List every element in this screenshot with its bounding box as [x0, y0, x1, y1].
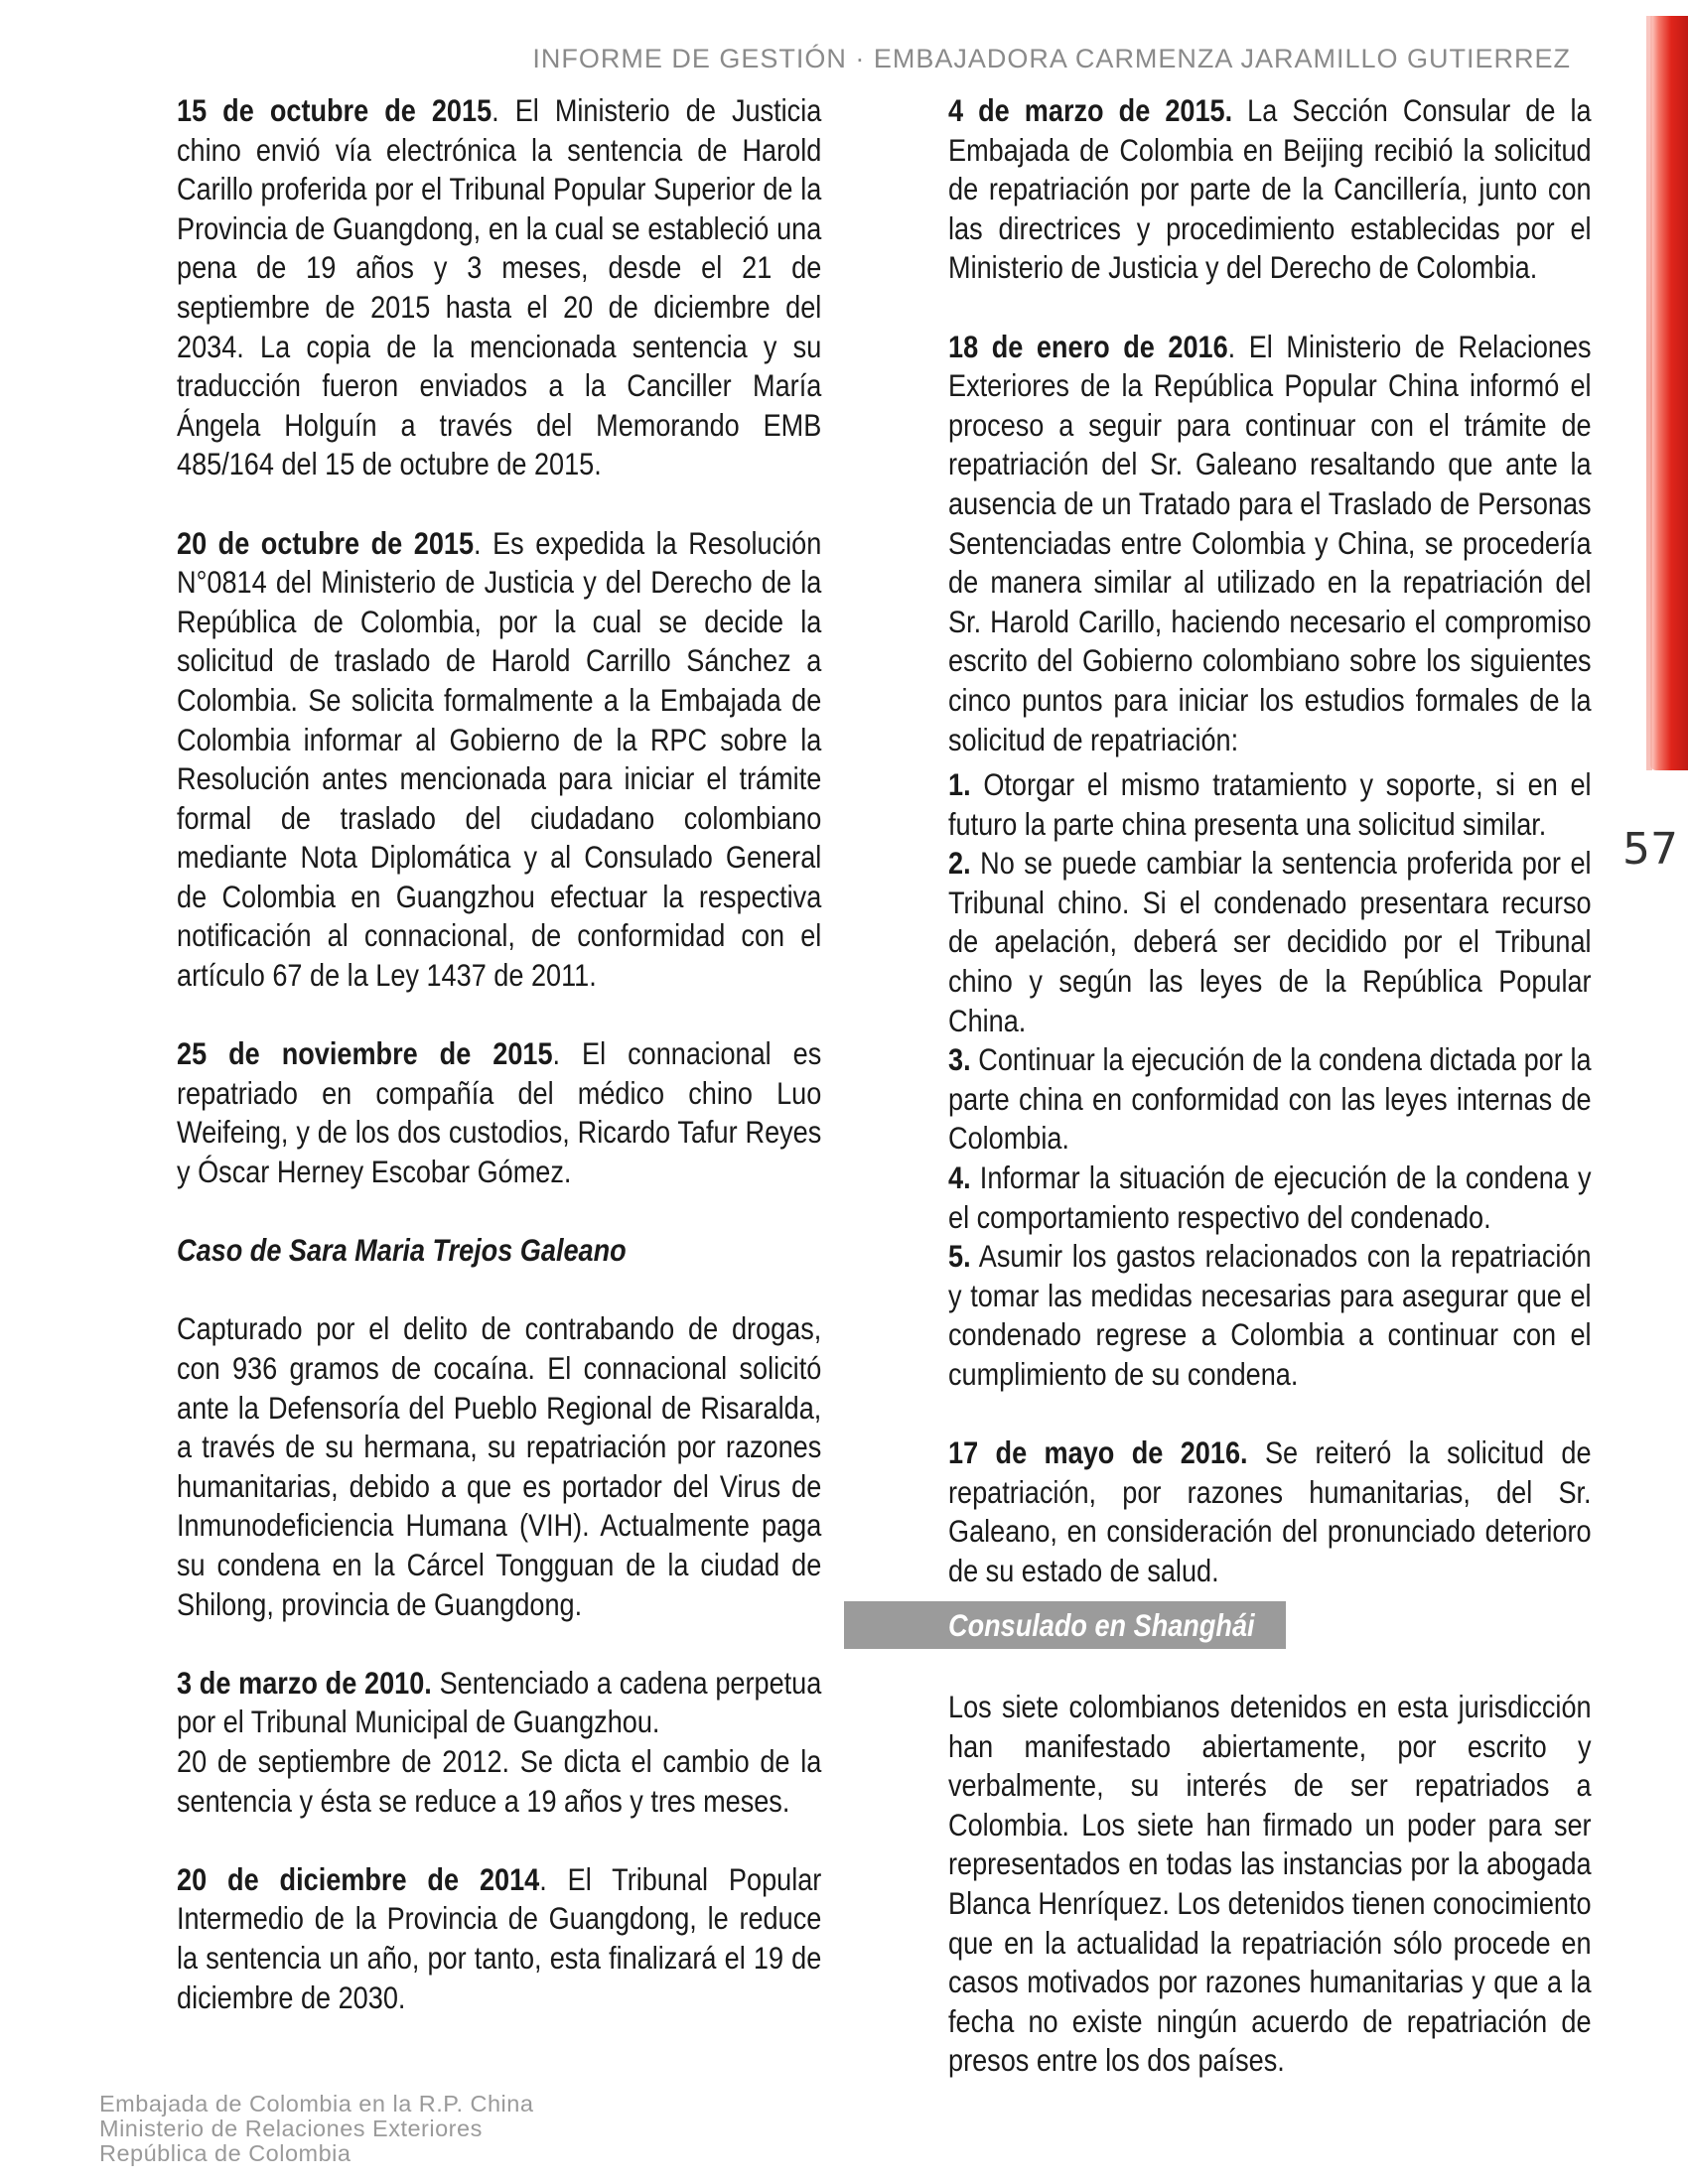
footer-line: Ministerio de Relaciones Exteriores	[99, 2116, 483, 2141]
list-item	[948, 1159, 1592, 1237]
paragraph	[177, 1664, 821, 1742]
page-header: INFORME DE GESTIÓN · EMBAJADORA CARMENZA JARAMILLO GUTIERREZ	[532, 44, 1571, 73]
list-item	[948, 844, 1592, 1040]
date-label: 4 de marzo de 2015.	[948, 92, 1233, 128]
paragraph-text: . El Tribunal Popular Intermedio de la Provincia de Guangdong, le reduce la sentencia un año, por tanto, esta finalizará el 19 de diciembre de 2030.	[177, 1860, 822, 2015]
left-column	[177, 91, 821, 2057]
list-item-text: Asumir los gastos relacionados con la repatriación y tomar las medidas necesarias para asegurar que el condenado regrese a Colombia a continuar con el cumplimiento de su condena.	[948, 1238, 1592, 1392]
list-item-text: No se puede cambiar la sentencia proferida por el Tribunal chino. Si el condenado presentara recurso de apelación, deberá ser decidido por el Tribunal chino y según las leyes de la República Popular China.	[948, 845, 1592, 1038]
page-footer	[99, 2092, 533, 2166]
page-number: 57	[1622, 824, 1678, 875]
paragraph-text: Sentenciado a cadena perpetua por el Tribunal Municipal de Guangzhou.	[177, 1664, 822, 1740]
section-heading: Consulado en Shanghái	[948, 1607, 1255, 1643]
date-label: 25 de noviembre de 2015	[177, 1035, 553, 1072]
paragraph: 20 de septiembre de 2012. Se dicta el cambio de la sentencia y ésta se reduce a 19 años y tres meses.	[177, 1742, 822, 1819]
paragraph: Los siete colombianos detenidos en esta jurisdicción han manifestado abiertamente, por escrito y verbalmente, su interés de ser repatriados a Colombia. Los siete han firmado un poder para ser representados en todas las instancias por la abogada Blanca Henríquez. Los detenidos tienen conocimiento que en la actualidad la repatriación sólo procede en casos motivados por razones humanitarias y que a la fecha no existe ningún acuerdo de repatriación de presos entre los dos países.	[948, 1689, 1592, 2079]
list-number: 2.	[948, 845, 971, 882]
list-item-text: Informar la situación de ejecución de la condena y el comportamiento respectivo del condenado.	[948, 1160, 1592, 1235]
paragraph-text: . El Ministerio de Justicia chino envió vía electrónica la sentencia de Harold Carillo proferida por el Tribunal Popular Superior de la Provincia de Guangdong, en la cual se estableció una pena de 19 años y 3 meses, desde el 21 de septiembre de 2015 hasta el 20 de diciembre del 2034. La copia de la mencionada sentencia y su traducción fueron enviados a la Canciller María Ángela Holguín a través del Memorando EMB 485/164 del 15 de octubre de 2015.	[177, 92, 822, 482]
paragraph-text: . El Ministerio de Relaciones Exteriores de la República Popular China informó el proceso a seguir para continuar con el trámite de repatriación del Sr. Galeano resaltando que ante la ausencia de un Tratado para el Traslado de Personas Sentenciadas entre Colombia y China, se procedería de manera similar al utilizado en la repatriación del Sr. Harold Carillo, haciendo necesario el compromiso escrito del Gobierno colombiano sobre los siguientes cinco puntos para iniciar los estudios formales de la solicitud de repatriación:	[948, 328, 1592, 757]
case-title: Caso de Sara Maria Trejos Galeano	[177, 1232, 627, 1269]
paragraph: Capturado por el delito de contrabando de drogas, con 936 gramos de cocaína. El connacional solicitó ante la Defensoría del Pueblo Regional de Risaralda, a través de su hermana, su repatriación por razones humanitarias, debido a que es portador del Virus de Inmunodeficiencia Humana (VIH). Actualmente paga su condena en la Cárcel Tongguan de la ciudad de Shilong, provincia de Guangdong.	[177, 1310, 822, 1622]
decorative-red-bar	[1650, 16, 1688, 770]
list-number: 5.	[948, 1238, 971, 1275]
list-item	[948, 1040, 1592, 1159]
paragraph	[948, 328, 1592, 760]
paragraph	[177, 1860, 821, 2017]
paragraph	[948, 91, 1592, 288]
paragraph-text: Se reiteró la solicitud de repatriación, por razones humanitarias, del Sr. Galeano, en consideración del pronunciado deterioro de su estado de salud.	[948, 1434, 1592, 1588]
date-label: 17 de mayo de 2016.	[948, 1434, 1248, 1471]
list-item	[948, 765, 1592, 844]
paragraph	[177, 91, 821, 484]
paragraph	[177, 524, 821, 996]
list-number: 4.	[948, 1160, 971, 1196]
date-label: 20 de diciembre de 2014	[177, 1860, 540, 1897]
paragraph	[177, 1034, 821, 1191]
paragraph-text: . Es expedida la Resolución N°0814 del Ministerio de Justicia y del Derecho de la República de Colombia, por la cual se decide la solicitud de traslado de Harold Carrillo Sánchez a Colombia. Se solicita formalmente a la Embajada de Colombia informar al Gobierno de la RPC sobre la Resolución antes mencionada para iniciar el trámite formal de traslado del ciudadano colombiano mediante Nota Diplomática y al Consulado General de Colombia en Guangzhou efectuar la respectiva notificación al connacional, de conformidad con el artículo 67 de la Ley 1437 de 2011.	[177, 524, 822, 994]
paragraph	[948, 1433, 1592, 1590]
list-number: 3.	[948, 1041, 971, 1078]
list-item	[948, 1237, 1592, 1394]
date-label: 15 de octubre de 2015	[177, 92, 492, 128]
date-label: 20 de octubre de 2015	[177, 524, 475, 561]
paragraph-text: La Sección Consular de la Embajada de Colombia en Beijing recibió la solicitud de repatriación por parte de la Cancillería, junto con las directrices y procedimiento establecidas por el Ministerio de Justicia y del Derecho de Colombia.	[948, 92, 1592, 286]
right-column	[948, 91, 1592, 1630]
right-column-lower	[948, 1688, 1592, 2120]
footer-line: Embajada de Colombia en la R.P. China	[99, 2091, 534, 2116]
date-label: 3 de marzo de 2010.	[177, 1664, 432, 1701]
date-label: 18 de enero de 2016	[948, 328, 1228, 364]
list-item-text: Continuar la ejecución de la condena dictada por la parte china en conformidad con las leyes internas de Colombia.	[948, 1041, 1592, 1157]
footer-line: República de Colombia	[99, 2140, 352, 2166]
paragraph-text: . El connacional es repatriado en compañía del médico chino Luo Weifeing, y de los dos custodios, Ricardo Tafur Reyes y Óscar Herney Escobar Gómez.	[177, 1035, 822, 1190]
list-item-text: Otorgar el mismo tratamiento y soporte, si en el futuro la parte china presenta una solicitud similar.	[948, 766, 1592, 842]
list-number: 1.	[948, 766, 971, 803]
